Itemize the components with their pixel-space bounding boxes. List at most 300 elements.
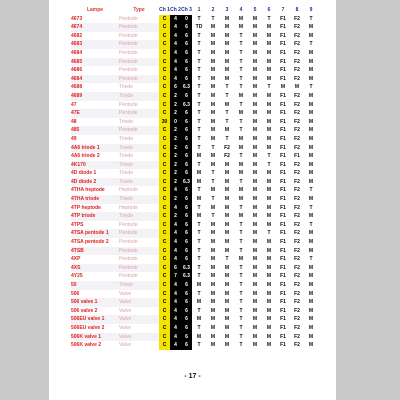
pin-3-value: M: [224, 221, 230, 228]
pin-9-value: T: [309, 187, 313, 194]
lamp-type: Pentode: [119, 58, 159, 67]
pin-3-value: M: [224, 282, 230, 288]
pin-3-value: M: [224, 41, 230, 48]
lamp-type: Valve: [119, 298, 159, 307]
pin-9-value: M: [308, 239, 314, 246]
pin-2-value: M: [210, 161, 216, 168]
lamp-type: Pentode: [119, 273, 138, 280]
pin-5-value: M: [252, 41, 258, 48]
lamp-type: Valve: [119, 290, 132, 297]
pin-6-value: M: [266, 290, 272, 297]
pin-3-value: T: [225, 118, 229, 125]
pin-4-value: T: [239, 75, 243, 82]
lamp-name: 506: [71, 290, 80, 297]
ch1-value: C: [159, 333, 170, 342]
pin-3-value: M: [224, 230, 230, 237]
pin-5-value: M: [252, 127, 258, 134]
pin-1-value: T: [197, 342, 201, 349]
header-pin-9: 9: [309, 7, 313, 13]
header-ch2: Ch 2: [170, 7, 181, 13]
lamp-name: 4673: [71, 15, 83, 22]
pin-6-value: M: [266, 75, 272, 82]
ch2-value: 4: [170, 298, 181, 307]
lamp-name: 4XP: [71, 256, 81, 263]
header-pin-2: 2: [211, 7, 215, 13]
pin-7-value: F1: [280, 196, 286, 203]
pin-1-value: T: [197, 15, 201, 22]
pin-7-value: F1: [280, 118, 286, 125]
pin-6-value: M: [266, 127, 272, 134]
pin-3-value: M: [224, 342, 230, 349]
pin-5-value: M: [252, 92, 258, 99]
pin-4-value: M: [238, 187, 244, 194]
ch1-value: C: [159, 58, 170, 67]
lamp-name: 4K170: [71, 161, 119, 170]
pin-6-value: T: [267, 84, 271, 91]
pin-5-value: M: [252, 239, 258, 246]
pin-2-value: M: [210, 75, 216, 82]
lamp-name: 4TSA pentode 1: [71, 229, 119, 238]
ch1-value: C: [159, 101, 170, 110]
pin-7-value: F1: [280, 49, 286, 56]
pin-2-value: M: [210, 127, 216, 134]
table-row: [71, 66, 318, 75]
ch3-value: 6: [181, 315, 192, 324]
pin-9-value: M: [308, 110, 314, 117]
pin-5-value: M: [252, 273, 258, 280]
tube-data-table: [71, 6, 318, 350]
pin-3-value: M: [224, 24, 230, 31]
pin-1-value: T: [197, 324, 201, 331]
pin-5-value: M: [252, 204, 258, 211]
pin-2-value: M: [210, 32, 216, 39]
pin-8-value: F2: [294, 247, 300, 254]
pin-8-value: F2: [294, 342, 300, 349]
pin-5-value: M: [252, 110, 258, 117]
pin-7-value: F1: [280, 299, 286, 306]
pin-2-value: T: [211, 178, 215, 185]
table-row: [71, 152, 318, 161]
ch3-value: 6: [181, 23, 192, 32]
ch2-value: 4: [170, 23, 181, 32]
pin-3-value: M: [224, 299, 230, 306]
lamp-name: 4TSA pentode 2: [71, 239, 109, 246]
pin-1-value: M: [196, 299, 202, 306]
ch1-value: C: [159, 229, 170, 238]
pin-3-value: T: [225, 110, 229, 117]
pin-6-value: M: [266, 58, 272, 65]
pin-2-value: M: [210, 333, 216, 340]
pin-8-value: F2: [294, 67, 300, 74]
pin-5-value: M: [252, 178, 258, 185]
table-row: [71, 264, 318, 273]
pin-2-value: M: [210, 67, 216, 74]
ch3-value: 6: [181, 324, 192, 333]
lamp-name: 4TP triode: [71, 212, 119, 221]
table-row: [71, 15, 318, 24]
table-body: [71, 15, 318, 350]
lamp-name: 506K valve 2: [71, 342, 102, 349]
pin-2-value: T: [211, 196, 215, 203]
pin-6-value: M: [266, 49, 272, 56]
header-pin-8: 8: [295, 7, 299, 13]
pin-7-value: F1: [280, 307, 286, 314]
pin-2-value: M: [210, 204, 216, 211]
ch2-value: 4: [170, 255, 181, 264]
ch2-value: 4: [170, 15, 181, 24]
pin-5-value: M: [252, 101, 258, 108]
lamp-name: 4TPS: [71, 221, 84, 228]
ch2-value: 6: [170, 83, 181, 92]
pin-4-value: T: [239, 118, 243, 125]
pin-1-value: T: [197, 264, 201, 271]
pin-7-value: F1: [280, 213, 286, 220]
ch3-value: 6: [181, 221, 192, 230]
pin-9-value: M: [308, 273, 314, 280]
pin-3-value: M: [224, 67, 230, 74]
ch1-value: C: [159, 238, 170, 247]
table-row: [71, 92, 318, 101]
pin-5-value: M: [252, 170, 258, 177]
pin-6-value: M: [266, 204, 272, 211]
ch1-value: C: [159, 212, 170, 221]
ch3-value: 6.3: [181, 178, 192, 187]
table-row: [71, 23, 318, 32]
pin-6-value: M: [266, 32, 272, 39]
ch2-value: 4: [170, 75, 181, 84]
lamp-type: Triode: [119, 92, 159, 101]
lamp-name: 4683: [71, 40, 119, 49]
lamp-type: Pentode: [119, 239, 138, 246]
pin-6-value: M: [266, 67, 272, 74]
pin-8-value: F2: [294, 101, 300, 108]
pin-8-value: F2: [294, 256, 300, 263]
pin-6-value: T: [267, 161, 271, 168]
pin-5-value: M: [252, 282, 258, 288]
header-pin-1: 1: [197, 7, 201, 13]
pin-8-value: F2: [294, 273, 300, 280]
pin-9-value: T: [309, 256, 313, 263]
ch1-value: C: [159, 92, 170, 101]
table-row: [71, 221, 318, 230]
pin-4-value: M: [238, 135, 244, 142]
ch2-value: 2: [170, 212, 181, 221]
table-row: [71, 204, 318, 213]
table-row: [71, 118, 318, 127]
pin-9-value: M: [308, 101, 314, 108]
ch1-value: C: [159, 83, 170, 92]
lamp-type: Triode: [119, 118, 133, 125]
pin-3-value: M: [224, 333, 230, 340]
pin-1-value: T: [197, 307, 201, 314]
lamp-type: Valve: [119, 324, 132, 331]
pin-7-value: F1: [280, 127, 286, 134]
lamp-name: 4689: [71, 92, 119, 101]
lamp-name: 506EU valve 2: [71, 324, 105, 331]
lamp-type: Heptode: [119, 187, 138, 194]
table-row: [71, 126, 318, 135]
pin-8-value: F2: [294, 307, 300, 314]
pin-5-value: M: [252, 135, 258, 142]
lamp-type: Heptode: [119, 204, 138, 211]
pin-2-value: M: [210, 49, 216, 56]
pin-9-value: M: [308, 135, 314, 142]
pin-2-value: M: [210, 118, 216, 125]
ch3-value: 6: [181, 32, 192, 41]
pin-3-value: M: [224, 264, 230, 271]
pin-3-value: M: [224, 307, 230, 314]
ch1-value: C: [159, 315, 170, 324]
pin-9-value: M: [308, 247, 314, 254]
pin-4-value: T: [239, 204, 243, 211]
pin-8-value: F2: [294, 316, 300, 323]
pin-6-value: M: [266, 324, 272, 331]
pin-2-value: M: [210, 324, 216, 331]
pin-4-value: T: [239, 282, 243, 288]
pin-8-value: F2: [294, 324, 300, 331]
ch2-value: 0: [170, 118, 181, 127]
pin-3-value: M: [224, 178, 230, 185]
ch1-value: C: [159, 195, 170, 204]
table-row: [71, 144, 318, 153]
ch1-value: C: [159, 324, 170, 333]
pin-8-value: F2: [294, 204, 300, 211]
lamp-type: Valve: [119, 315, 159, 324]
ch1-value: C: [159, 186, 170, 195]
pin-7-value: F1: [280, 221, 286, 228]
lamp-name: 48: [71, 118, 77, 125]
pin-8-value: F2: [294, 92, 300, 99]
pin-9-value: M: [308, 92, 314, 99]
pin-7-value: F1: [280, 58, 286, 65]
ch2-value: 4: [170, 307, 181, 316]
pin-5-value: M: [252, 342, 258, 349]
pin-2-value: M: [210, 135, 216, 142]
pin-2-value: M: [210, 273, 216, 280]
pin-7-value: F1: [280, 178, 286, 185]
pin-8-value: F2: [294, 15, 300, 22]
lamp-type: Triode: [119, 178, 159, 187]
table-row: [71, 186, 318, 195]
pin-4-value: M: [238, 24, 244, 31]
pin-5-value: M: [252, 49, 258, 56]
pin-1-value: T: [197, 32, 201, 39]
ch1-value: C: [159, 49, 170, 58]
pin-3-value: T: [225, 92, 229, 99]
pin-7-value: F1: [280, 324, 286, 331]
ch3-value: 6: [181, 126, 192, 135]
pin-3-value: M: [224, 75, 230, 82]
lamp-type: Pentode: [119, 75, 159, 84]
ch2-value: 4: [170, 341, 181, 350]
pin-7-value: F1: [280, 256, 286, 263]
pin-4-value: T: [239, 307, 243, 314]
pin-6-value: M: [266, 178, 272, 185]
table-row: [71, 290, 318, 299]
lamp-type: Pentode: [119, 229, 159, 238]
lamp-name: 4A6 triode 1: [71, 144, 119, 153]
ch3-value: 6: [181, 298, 192, 307]
pin-2-value: M: [210, 41, 216, 48]
pin-9-value: T: [309, 204, 313, 211]
pin-2-value: T: [211, 144, 215, 151]
ch3-value: 6: [181, 161, 192, 170]
pin-6-value: M: [266, 101, 272, 108]
pin-8-value: M: [294, 84, 300, 91]
pin-8-value: F2: [294, 32, 300, 39]
pin-9-value: M: [308, 153, 314, 160]
pin-6-value: M: [266, 239, 272, 246]
pin-1-value: M: [196, 333, 202, 340]
pin-5-value: M: [252, 144, 258, 151]
ch3-value: 6: [181, 255, 192, 264]
ch3-value: 6: [181, 204, 192, 213]
lamp-type: Pentode: [119, 109, 159, 118]
pin-6-value: M: [266, 273, 272, 280]
lamp-name: 50: [71, 281, 119, 290]
pin-9-value: M: [308, 264, 314, 271]
pin-4-value: M: [238, 196, 244, 203]
table-row: [71, 212, 318, 221]
pin-1-value: T: [197, 127, 201, 134]
lamp-type: Pentode: [119, 126, 159, 135]
table-row: [71, 255, 318, 264]
pin-7-value: F1: [280, 204, 286, 211]
lamp-name: 4686: [71, 67, 83, 74]
ch2-value: 6: [170, 264, 181, 273]
pin-9-value: M: [308, 49, 314, 56]
lamp-name: 506 valve 2: [71, 307, 98, 314]
table-row: [71, 101, 318, 110]
ch1-value: C: [159, 135, 170, 144]
header-ch1: Ch 1: [159, 7, 170, 13]
ch2-value: 2: [170, 169, 181, 178]
pin-2-value: M: [210, 316, 216, 323]
pin-1-value: M: [196, 213, 202, 220]
header-lampe: Lampe: [86, 7, 104, 13]
pin-4-value: M: [238, 256, 244, 263]
pin-7-value: F1: [280, 264, 286, 271]
lamp-type: Triode: [119, 84, 133, 91]
ch2-value: 2: [170, 195, 181, 204]
ch1-value: C: [159, 264, 170, 273]
ch3-value: 6: [181, 307, 192, 316]
header-pin-4: 4: [239, 7, 243, 13]
pin-1-value: T: [197, 144, 201, 151]
pin-3-value: M: [224, 247, 230, 254]
lamp-type: Valve: [119, 333, 159, 342]
pin-5-value: M: [252, 299, 258, 306]
pin-1-value: TD: [195, 24, 203, 31]
ch2-value: 4: [170, 221, 181, 230]
table-row: [71, 178, 318, 187]
pin-2-value: M: [210, 230, 216, 237]
ch1-value: C: [159, 178, 170, 187]
pin-9-value: M: [308, 282, 314, 288]
pin-5-value: M: [252, 316, 258, 323]
table-row: [71, 341, 318, 350]
pin-1-value: T: [197, 221, 201, 228]
pin-5-value: M: [252, 256, 258, 263]
pin-3-value: M: [224, 187, 230, 194]
pin-4-value: M: [238, 213, 244, 220]
pin-1-value: T: [197, 230, 201, 237]
pin-6-value: M: [266, 221, 272, 228]
pin-3-value: M: [224, 161, 230, 168]
lamp-name: 4684: [71, 75, 119, 84]
pin-4-value: T: [239, 230, 243, 237]
table-row: [71, 298, 318, 307]
pin-8-value: F2: [294, 144, 300, 151]
pin-5-value: M: [252, 264, 258, 271]
pin-8-value: F2: [294, 75, 300, 82]
ch3-value: 6: [181, 229, 192, 238]
lamp-type: Triode: [119, 170, 133, 177]
ch3-value: 6.3: [181, 264, 192, 273]
ch2-value: 2: [170, 144, 181, 153]
pin-6-value: M: [266, 333, 272, 340]
pin-1-value: T: [197, 187, 201, 194]
ch3-value: 6: [181, 92, 192, 101]
pin-8-value: F2: [294, 170, 300, 177]
pin-6-value: T: [267, 230, 271, 237]
ch3-value: 6: [181, 212, 192, 221]
lamp-type: Triode: [119, 281, 159, 290]
ch3-value: 0: [181, 15, 192, 24]
pin-1-value: T: [197, 118, 201, 125]
pin-9-value: M: [308, 342, 314, 349]
pin-5-value: M: [252, 290, 258, 297]
pin-2-value: T: [211, 170, 215, 177]
pin-7-value: F1: [280, 161, 286, 168]
pin-8-value: F2: [294, 333, 300, 340]
pin-8-value: F2: [294, 299, 300, 306]
table-row: [71, 75, 318, 84]
ch1-value: C: [159, 307, 170, 316]
pin-1-value: M: [196, 282, 202, 288]
ch3-value: 6: [181, 169, 192, 178]
pin-5-value: M: [252, 118, 258, 125]
pin-5-value: M: [252, 333, 258, 340]
pin-2-value: M: [210, 239, 216, 246]
ch3-value: 6: [181, 333, 192, 342]
ch3-value: 6: [181, 238, 192, 247]
pin-2-value: M: [210, 256, 216, 263]
ch2-value: 2: [170, 126, 181, 135]
table-row: [71, 109, 318, 118]
ch1-value: C: [159, 15, 170, 24]
pin-2-value: M: [210, 187, 216, 194]
ch2-value: 4: [170, 315, 181, 324]
ch1-value: C: [159, 40, 170, 49]
ch2-value: 2: [170, 152, 181, 161]
pin-5-value: M: [252, 307, 258, 314]
lamp-name: 485: [71, 126, 119, 135]
ch3-value: 6: [181, 195, 192, 204]
document-page: [49, 0, 336, 400]
pin-9-value: M: [308, 333, 314, 340]
pin-4-value: T: [239, 32, 243, 39]
pin-5-value: M: [252, 221, 258, 228]
pin-5-value: M: [252, 324, 258, 331]
pin-9-value: M: [308, 161, 314, 168]
pin-9-value: T: [309, 41, 313, 48]
ch3-value: 6: [181, 58, 192, 67]
lamp-name: 4688: [71, 84, 83, 91]
lamp-type: Triode: [119, 153, 133, 160]
pin-6-value: M: [266, 41, 272, 48]
pin-7-value: F1: [280, 342, 286, 349]
